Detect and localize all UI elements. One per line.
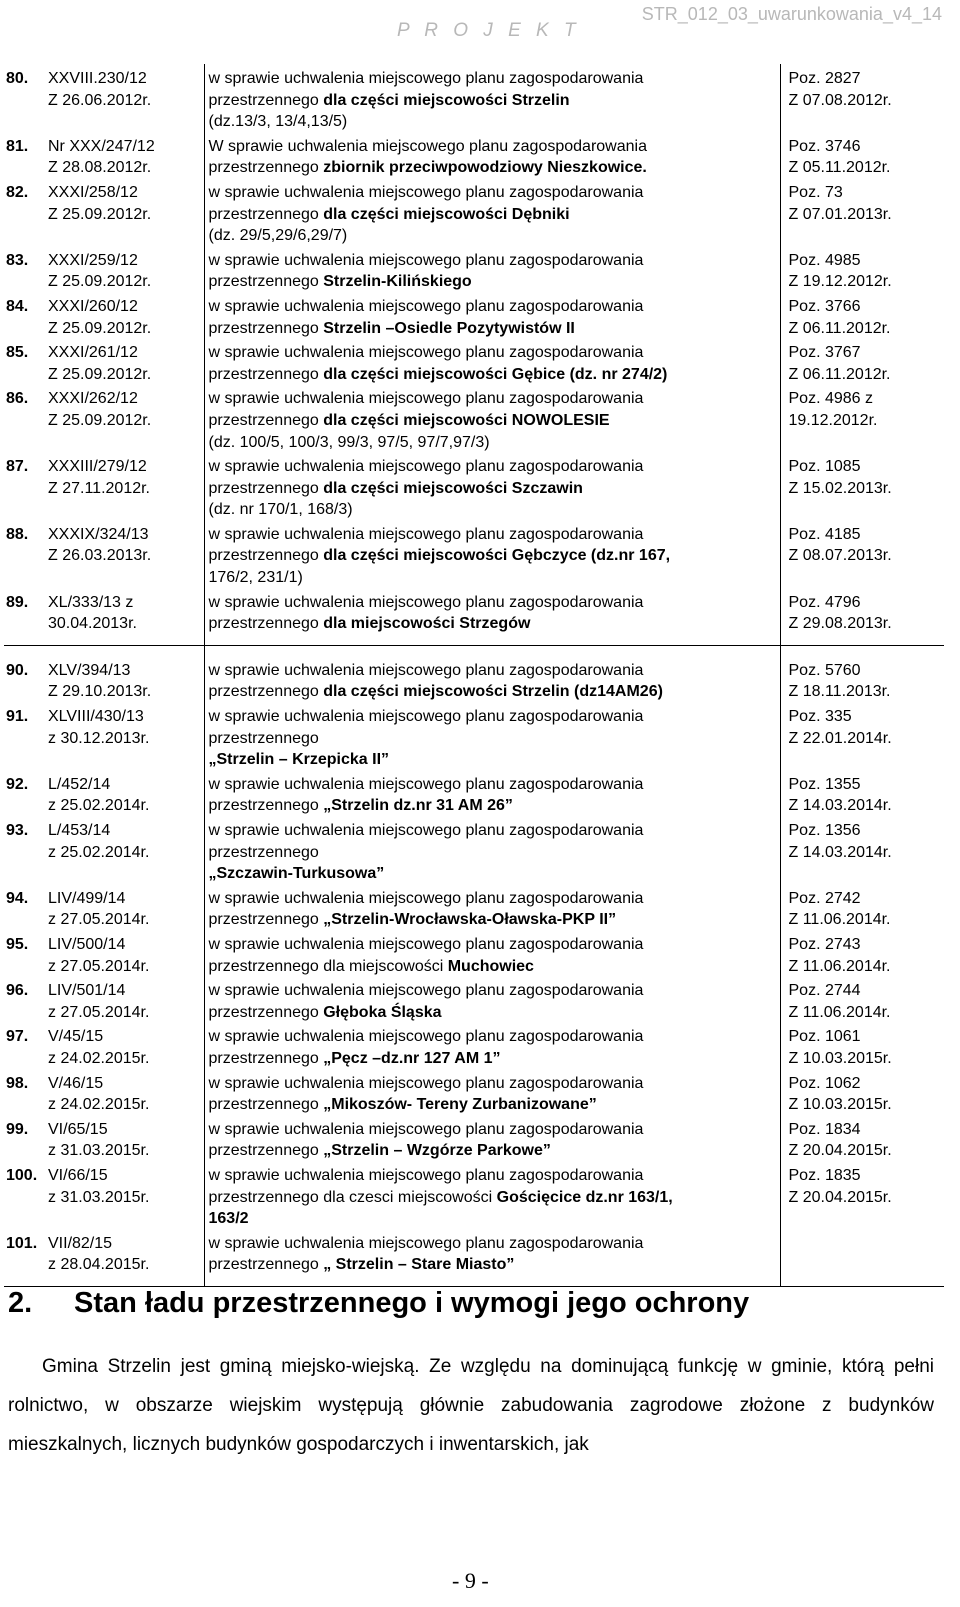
plan-name: zbiornik przeciwpowodziowy Nieszkowice. bbox=[323, 159, 647, 177]
description-line: W sprawie uchwalenia miejscowego planu zagospodarowania bbox=[208, 137, 647, 155]
description-cell bbox=[204, 181, 780, 249]
description-prefix: przestrzennego bbox=[208, 1256, 324, 1274]
row-number: 93. bbox=[6, 822, 29, 839]
row-number: 86. bbox=[6, 390, 29, 408]
plan-name: „Mikoszów- Tereny Zurbanizowane” bbox=[323, 1096, 597, 1114]
plan-name: dla części miejscowości Szczawin bbox=[323, 479, 583, 497]
plan-name: Muchowiec bbox=[447, 957, 534, 975]
resolution-cell bbox=[46, 249, 204, 295]
row-number: 82. bbox=[6, 183, 29, 201]
description-prefix: przestrzennego bbox=[208, 319, 324, 337]
resolution-cell bbox=[46, 979, 204, 1025]
resolution-cell bbox=[46, 1118, 204, 1164]
publication-cell bbox=[780, 455, 944, 523]
resolution-date: Z 25.09.2012r. bbox=[48, 365, 152, 383]
plan-name: dla części miejscowości Dębniki bbox=[323, 205, 570, 223]
publication-position: Poz. 4985 bbox=[788, 251, 861, 269]
publication-date: Z 11.06.2014r. bbox=[788, 957, 891, 975]
resolution-number: XXXIII/279/12 bbox=[48, 458, 147, 476]
publication-cell bbox=[780, 387, 944, 455]
table-row bbox=[4, 819, 944, 887]
publication-position: Poz. 1355 bbox=[788, 775, 861, 793]
resolution-number: VI/65/15 bbox=[48, 1120, 108, 1138]
publication-cell bbox=[780, 1072, 944, 1118]
table-row bbox=[4, 645, 944, 705]
row-number: 98. bbox=[6, 1074, 29, 1092]
resolution-date: z 25.02.2014r. bbox=[48, 843, 150, 861]
description-prefix: przestrzennego bbox=[208, 365, 324, 383]
description-cell bbox=[204, 1232, 780, 1287]
publication-date: Z 08.07.2013r. bbox=[788, 547, 892, 565]
plan-name-continuation: „Strzelin – Krzepicka II” bbox=[208, 751, 390, 769]
resolution-date: Z 27.11.2012r. bbox=[48, 479, 150, 497]
description-cell bbox=[204, 295, 780, 341]
description-cell bbox=[204, 455, 780, 523]
resolution-date: Z 25.09.2012r. bbox=[48, 205, 152, 223]
resolution-cell bbox=[46, 455, 204, 523]
description-prefix: przestrzennego bbox=[208, 205, 324, 223]
publication-position: Poz. 3746 bbox=[788, 137, 861, 155]
table-row bbox=[4, 1164, 944, 1232]
description-prefix: przestrzennego dla miejscowości bbox=[208, 957, 448, 975]
publication-position: Poz. 2742 bbox=[788, 889, 861, 907]
description-line: w sprawie uchwalenia miejscowego planu zagospodarowania bbox=[208, 1120, 644, 1138]
publication-date: Z 20.04.2015r. bbox=[788, 1188, 892, 1206]
description-prefix: przestrzennego bbox=[208, 479, 324, 497]
resolution-number: XLV/394/13 bbox=[48, 661, 131, 679]
description-line: w sprawie uchwalenia miejscowego planu zagospodarowania bbox=[208, 344, 644, 362]
resolution-date: z 24.02.2015r. bbox=[48, 1096, 150, 1114]
description-prefix: przestrzennego bbox=[208, 1142, 324, 1160]
description-prefix: przestrzennego bbox=[208, 615, 324, 633]
resolution-cell bbox=[46, 887, 204, 933]
resolution-number: VII/82/15 bbox=[48, 1234, 113, 1252]
resolution-number: Nr XXX/247/12 bbox=[48, 137, 155, 155]
description-cell bbox=[204, 387, 780, 455]
description-line: w sprawie uchwalenia miejscowego planu zagospodarowania bbox=[208, 661, 644, 679]
publication-cell bbox=[780, 1118, 944, 1164]
description-continuation: (dz. 100/5, 100/3, 99/3, 97/5, 97/7,97/3) bbox=[208, 433, 490, 451]
row-number: 97. bbox=[6, 1028, 29, 1046]
description-line: w sprawie uchwalenia miejscowego planu zagospodarowania bbox=[208, 390, 644, 408]
table-row bbox=[4, 295, 944, 341]
description-continuation: (dz.13/3, 13/4,13/5) bbox=[208, 113, 348, 131]
table-row bbox=[4, 135, 944, 181]
resolution-cell bbox=[46, 295, 204, 341]
projekt-watermark: P R O J E K T bbox=[397, 20, 581, 41]
publication-date: Z 18.11.2013r. bbox=[788, 683, 891, 701]
description-cell bbox=[204, 773, 780, 819]
plan-name: „Strzelin – Wzgórze Parkowe” bbox=[323, 1142, 551, 1160]
table-row bbox=[4, 455, 944, 523]
description-line: w sprawie uchwalenia miejscowego planu zagospodarowania bbox=[208, 935, 644, 953]
resolution-number: XXVIII.230/12 bbox=[48, 70, 147, 87]
publication-date: Z 20.04.2015r. bbox=[788, 1142, 892, 1160]
row-number: 99. bbox=[6, 1120, 29, 1138]
resolution-date: z 31.03.2015r. bbox=[48, 1142, 150, 1160]
publication-position: Poz. 5760 bbox=[788, 661, 861, 679]
publication-date: Z 10.03.2015r. bbox=[788, 1049, 892, 1067]
plan-name: „Pęcz –dz.nr 127 AM 1” bbox=[323, 1049, 501, 1067]
page-number: - 9 - bbox=[452, 1568, 489, 1593]
resolutions-table bbox=[4, 64, 944, 1287]
row-number: 84. bbox=[6, 297, 29, 315]
resolution-date: z 28.04.2015r. bbox=[48, 1256, 150, 1274]
resolution-date: z 25.02.2014r. bbox=[48, 797, 150, 815]
description-cell bbox=[204, 64, 780, 135]
table-row bbox=[4, 887, 944, 933]
publication-position: Poz. 1062 bbox=[788, 1074, 861, 1092]
resolution-cell bbox=[46, 1072, 204, 1118]
plan-name: dla części miejscowości Gębice (dz. nr 274/2) bbox=[323, 365, 668, 383]
section-number: 2. bbox=[8, 1287, 33, 1319]
table-row bbox=[4, 705, 944, 773]
row-number: 89. bbox=[4, 591, 46, 646]
resolution-number: LIV/499/14 bbox=[48, 889, 126, 907]
row-number: 92. bbox=[6, 775, 29, 793]
resolution-cell bbox=[46, 341, 204, 387]
publication-position: Poz. 335 bbox=[788, 708, 852, 726]
row-number: 100. bbox=[6, 1166, 38, 1184]
description-cell bbox=[204, 341, 780, 387]
plan-name: Strzelin-Kilińskiego bbox=[323, 273, 472, 291]
resolution-number: XXXIX/324/13 bbox=[48, 525, 149, 543]
table-row bbox=[4, 64, 944, 135]
resolution-date: z 27.05.2014r. bbox=[48, 911, 150, 929]
description-prefix: przestrzennego bbox=[208, 1096, 324, 1114]
resolution-cell bbox=[46, 181, 204, 249]
row-number: 91. bbox=[6, 708, 29, 726]
resolution-cell bbox=[46, 645, 204, 705]
row-number: 96. bbox=[6, 982, 29, 1000]
publication-cell bbox=[780, 341, 944, 387]
publication-date: Z 05.11.2012r. bbox=[788, 159, 891, 177]
plan-name: Strzelin –Osiedle Pozytywistów II bbox=[323, 319, 575, 337]
description-cell bbox=[204, 887, 780, 933]
row-number: 101. bbox=[4, 1232, 46, 1287]
publication-date: Z 06.11.2012r. bbox=[788, 365, 891, 383]
row-number: 80. bbox=[6, 70, 29, 87]
resolution-number: XL/333/13 z bbox=[48, 593, 134, 611]
publication-position: Poz. 1061 bbox=[788, 1028, 861, 1046]
table-row bbox=[4, 773, 944, 819]
description-prefix: przestrzennego bbox=[208, 911, 324, 929]
description-prefix: przestrzennego bbox=[208, 547, 324, 565]
document-id: STR_012_03_uwarunkowania_v4_14 bbox=[641, 4, 942, 24]
resolution-cell bbox=[46, 933, 204, 979]
resolution-cell bbox=[46, 135, 204, 181]
publication-date: Z 11.06.2014r. bbox=[788, 911, 891, 929]
plan-name: dla części miejscowości Strzelin bbox=[323, 91, 570, 109]
publication-cell bbox=[780, 887, 944, 933]
resolution-number: XXXI/259/12 bbox=[48, 251, 138, 269]
table-row bbox=[4, 181, 944, 249]
resolution-number: L/453/14 bbox=[48, 822, 111, 839]
description-line: w sprawie uchwalenia miejscowego planu zagospodarowania bbox=[208, 1166, 644, 1184]
description-line: w sprawie uchwalenia miejscowego planu zagospodarowania bbox=[208, 183, 644, 201]
table-row bbox=[4, 523, 944, 591]
table-row bbox=[4, 933, 944, 979]
resolution-number: XLVIII/430/13 bbox=[48, 708, 144, 726]
publication-position: Poz. 1356 bbox=[788, 822, 861, 839]
publication-cell bbox=[780, 135, 944, 181]
publication-cell bbox=[780, 773, 944, 819]
row-number: 87. bbox=[6, 458, 29, 476]
resolution-date: Z 25.09.2012r. bbox=[48, 319, 152, 337]
table-row bbox=[4, 1072, 944, 1118]
description-prefix: przestrzennego bbox=[208, 729, 319, 747]
resolution-number: XXXI/262/12 bbox=[48, 390, 138, 408]
publication-cell bbox=[780, 819, 944, 887]
description-continuation: (dz. 29/5,29/6,29/7) bbox=[208, 227, 348, 245]
plan-name: Głęboka Śląska bbox=[323, 1003, 442, 1021]
resolution-date: Z 25.09.2012r. bbox=[48, 273, 152, 291]
publication-cell bbox=[780, 591, 944, 646]
resolution-cell bbox=[46, 387, 204, 455]
plan-name-continuation: „Szczawin-Turkusowa” bbox=[208, 865, 385, 883]
publication-date: Z 14.03.2014r. bbox=[788, 797, 892, 815]
publication-cell bbox=[780, 1232, 944, 1287]
plan-name: dla części miejscowości Gębczyce (dz.nr 167, bbox=[323, 547, 671, 565]
resolution-number: XXXI/261/12 bbox=[48, 344, 138, 362]
resolution-date: Z 28.08.2012r. bbox=[48, 159, 152, 177]
resolutions-table-body bbox=[4, 64, 944, 1286]
description-cell bbox=[204, 249, 780, 295]
resolution-number: XXXI/258/12 bbox=[48, 183, 138, 201]
resolution-date: Z 26.06.2012r. bbox=[48, 91, 152, 109]
resolution-cell bbox=[46, 1025, 204, 1071]
publication-cell bbox=[780, 1164, 944, 1232]
plan-name: dla części miejscowości Strzelin (dz14AM26) bbox=[323, 683, 663, 701]
description-prefix: przestrzennego bbox=[208, 411, 324, 429]
resolution-number: V/45/15 bbox=[48, 1028, 104, 1046]
row-number: 83. bbox=[6, 251, 29, 269]
description-cell bbox=[204, 1164, 780, 1232]
publication-cell bbox=[780, 933, 944, 979]
description-line: w sprawie uchwalenia miejscowego planu zagospodarowania bbox=[208, 458, 644, 476]
publication-cell bbox=[780, 295, 944, 341]
section-heading bbox=[8, 1287, 749, 1320]
description-cell bbox=[204, 705, 780, 773]
table-row bbox=[4, 1118, 944, 1164]
resolution-cell bbox=[46, 523, 204, 591]
description-line: w sprawie uchwalenia miejscowego planu zagospodarowania bbox=[208, 1234, 644, 1252]
plan-name-continuation: 163/2 bbox=[208, 1210, 249, 1228]
publication-date: Z 10.03.2015r. bbox=[788, 1096, 892, 1114]
description-cell bbox=[204, 135, 780, 181]
resolution-date: z 27.05.2014r. bbox=[48, 1003, 150, 1021]
description-continuation: 176/2, 231/1) bbox=[208, 569, 303, 587]
table-row bbox=[4, 1025, 944, 1071]
resolution-cell bbox=[46, 819, 204, 887]
plan-name: dla części miejscowości NOWOLESIE bbox=[323, 411, 610, 429]
description-cell bbox=[204, 523, 780, 591]
table-row bbox=[4, 591, 944, 646]
description-prefix: przestrzennego bbox=[208, 1049, 324, 1067]
description-line: w sprawie uchwalenia miejscowego planu zagospodarowania bbox=[208, 708, 644, 726]
description-cell bbox=[204, 819, 780, 887]
plan-name: dla miejscowości Strzegów bbox=[323, 615, 531, 633]
row-number: 94. bbox=[6, 889, 29, 907]
description-cell bbox=[204, 979, 780, 1025]
publication-date: Z 15.02.2013r. bbox=[788, 479, 892, 497]
resolution-cell bbox=[46, 773, 204, 819]
plan-name: Gościęcice dz.nr 163/1, bbox=[496, 1188, 673, 1206]
resolution-number: V/46/15 bbox=[48, 1074, 104, 1092]
description-cell bbox=[204, 591, 780, 646]
publication-position: Poz. 3767 bbox=[788, 344, 861, 362]
plan-name: „ Strzelin – Stare Miasto” bbox=[323, 1256, 515, 1274]
publication-position: Poz. 4185 bbox=[788, 525, 861, 543]
resolution-date: Z 26.03.2013r. bbox=[48, 547, 152, 565]
description-line: w sprawie uchwalenia miejscowego planu zagospodarowania bbox=[208, 822, 644, 839]
resolution-cell bbox=[46, 705, 204, 773]
table-row bbox=[4, 341, 944, 387]
paragraph-text: Gmina Strzelin jest gminą miejsko-wiejską. Ze względu na dominującą funkcję w gminie, którą pełni rolnictwo, w obszarze wiejskim występują głównie zabudowania zagrodowe złożone z budynków mieszkalnych, licznych budynków gospodarczych i inwentarskich, jak bbox=[8, 1356, 934, 1455]
publication-cell bbox=[780, 1025, 944, 1071]
resolution-date: Z 29.10.2013r. bbox=[48, 683, 152, 701]
resolution-number: XXXI/260/12 bbox=[48, 297, 138, 315]
resolution-date: z 30.12.2013r. bbox=[48, 729, 150, 747]
publication-cell bbox=[780, 181, 944, 249]
publication-cell bbox=[780, 249, 944, 295]
resolution-date: z 31.03.2015r. bbox=[48, 1188, 150, 1206]
resolution-number: LIV/501/14 bbox=[48, 982, 126, 1000]
publication-position: Poz. 2744 bbox=[788, 982, 861, 1000]
resolution-number: VI/66/15 bbox=[48, 1166, 108, 1184]
publication-cell bbox=[780, 705, 944, 773]
publication-position: Poz. 73 bbox=[788, 183, 843, 201]
section-title: Stan ładu przestrzennego i wymogi jego ochrony bbox=[74, 1287, 750, 1319]
publication-cell bbox=[780, 64, 944, 135]
publication-cell bbox=[780, 645, 944, 705]
description-cell bbox=[204, 933, 780, 979]
description-line: w sprawie uchwalenia miejscowego planu zagospodarowania bbox=[208, 525, 644, 543]
publication-cell bbox=[780, 523, 944, 591]
publication-position: Poz. 2827 bbox=[788, 70, 861, 87]
publication-date: 19.12.2012r. bbox=[788, 411, 878, 429]
description-line: w sprawie uchwalenia miejscowego planu zagospodarowania bbox=[208, 70, 644, 87]
table-row bbox=[4, 1232, 944, 1287]
publication-position: Poz. 4796 bbox=[788, 593, 861, 611]
description-cell bbox=[204, 645, 780, 705]
body-paragraph bbox=[8, 1347, 934, 1464]
description-prefix: przestrzennego bbox=[208, 273, 324, 291]
row-number: 85. bbox=[6, 344, 29, 362]
description-prefix: przestrzennego bbox=[208, 843, 319, 861]
description-cell bbox=[204, 1118, 780, 1164]
publication-position: Poz. 1085 bbox=[788, 458, 861, 476]
resolution-date: z 24.02.2015r. bbox=[48, 1049, 150, 1067]
publication-date: Z 07.01.2013r. bbox=[788, 205, 892, 223]
resolution-number: LIV/500/14 bbox=[48, 935, 126, 953]
publication-cell bbox=[780, 979, 944, 1025]
description-line: w sprawie uchwalenia miejscowego planu zagospodarowania bbox=[208, 889, 644, 907]
description-prefix: przestrzennego bbox=[208, 683, 324, 701]
description-prefix: przestrzennego bbox=[208, 159, 324, 177]
publication-position: Poz. 1834 bbox=[788, 1120, 861, 1138]
publication-date: Z 06.11.2012r. bbox=[788, 319, 891, 337]
description-prefix: przestrzennego bbox=[208, 91, 324, 109]
publication-position: Poz. 4986 z bbox=[788, 390, 873, 408]
plan-name: „Strzelin dz.nr 31 AM 26” bbox=[323, 797, 513, 815]
publication-date: Z 14.03.2014r. bbox=[788, 843, 892, 861]
publication-position: Poz. 1835 bbox=[788, 1166, 861, 1184]
description-continuation: (dz. nr 170/1, 168/3) bbox=[208, 501, 353, 519]
resolution-date: 30.04.2013r. bbox=[48, 615, 137, 633]
row-number: 90. bbox=[6, 661, 29, 679]
table-row bbox=[4, 387, 944, 455]
resolution-number: L/452/14 bbox=[48, 775, 111, 793]
description-line: w sprawie uchwalenia miejscowego planu zagospodarowania bbox=[208, 251, 644, 269]
table-row bbox=[4, 249, 944, 295]
description-line: w sprawie uchwalenia miejscowego planu zagospodarowania bbox=[208, 775, 644, 793]
publication-date: Z 22.01.2014r. bbox=[788, 729, 892, 747]
publication-date: Z 07.08.2012r. bbox=[788, 91, 892, 109]
description-line: w sprawie uchwalenia miejscowego planu zagospodarowania bbox=[208, 1074, 644, 1092]
description-line: w sprawie uchwalenia miejscowego planu zagospodarowania bbox=[208, 1028, 644, 1046]
description-line: w sprawie uchwalenia miejscowego planu zagospodarowania bbox=[208, 593, 644, 611]
row-number: 88. bbox=[6, 525, 29, 543]
row-number: 95. bbox=[6, 935, 29, 953]
description-line: w sprawie uchwalenia miejscowego planu zagospodarowania bbox=[208, 982, 644, 1000]
resolution-cell bbox=[46, 1164, 204, 1232]
publication-position: Poz. 2743 bbox=[788, 935, 861, 953]
publication-date: Z 19.12.2012r. bbox=[788, 273, 892, 291]
plan-name: „Strzelin-Wrocławska-Oławska-PKP II” bbox=[323, 911, 617, 929]
row-number: 81. bbox=[6, 137, 29, 155]
publication-position: Poz. 3766 bbox=[788, 297, 861, 315]
publication-date: Z 11.06.2014r. bbox=[788, 1003, 891, 1021]
resolution-cell bbox=[46, 64, 204, 135]
resolution-cell bbox=[46, 591, 204, 646]
resolution-date: z 27.05.2014r. bbox=[48, 957, 150, 975]
description-prefix: przestrzennego bbox=[208, 797, 324, 815]
publication-date: Z 29.08.2013r. bbox=[788, 615, 892, 633]
description-line: w sprawie uchwalenia miejscowego planu zagospodarowania bbox=[208, 297, 644, 315]
resolution-cell bbox=[46, 1232, 204, 1287]
description-cell bbox=[204, 1072, 780, 1118]
description-cell bbox=[204, 1025, 780, 1071]
description-prefix: przestrzennego dla czesci miejscowości bbox=[208, 1188, 497, 1206]
resolution-date: Z 25.09.2012r. bbox=[48, 411, 152, 429]
description-prefix: przestrzennego bbox=[208, 1003, 324, 1021]
table-row bbox=[4, 979, 944, 1025]
